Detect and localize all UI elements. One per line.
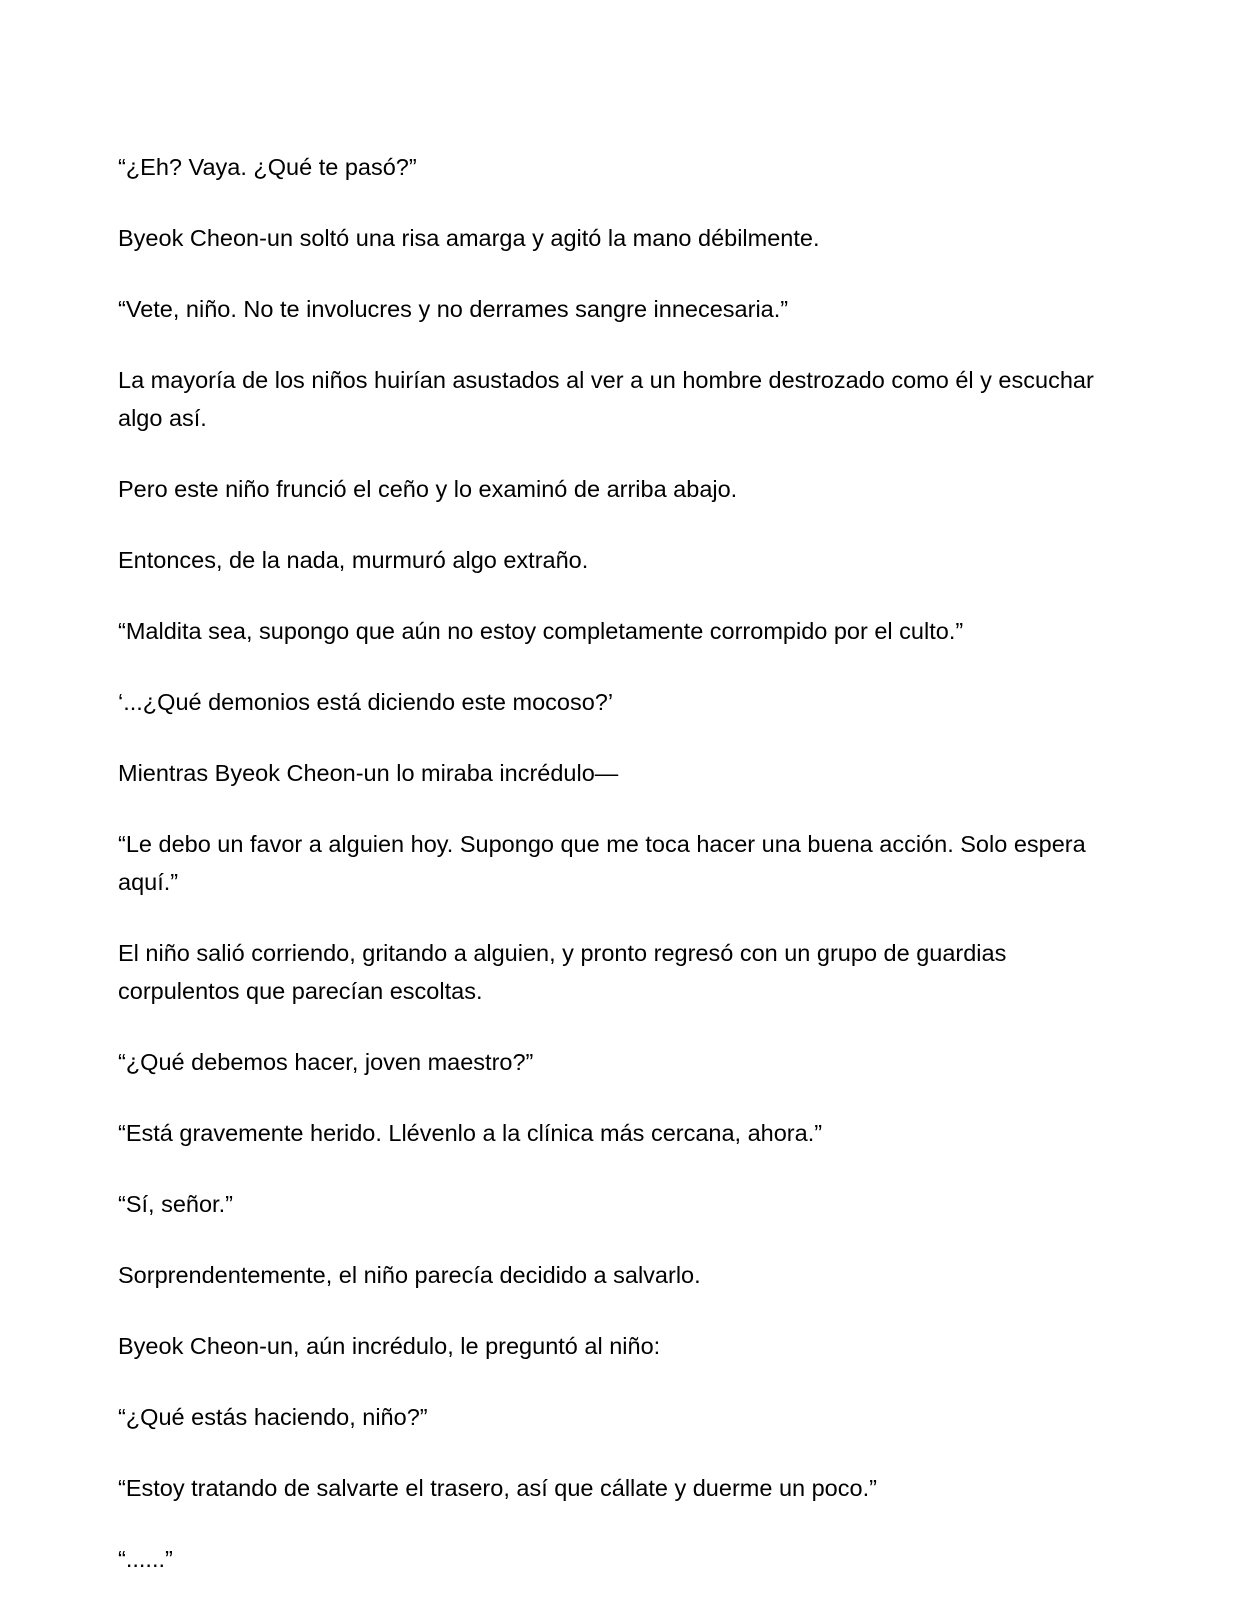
paragraph: Entonces, de la nada, murmuró algo extraño. (118, 547, 589, 573)
paragraph: El niño salió corriendo, gritando a alguien, y pronto regresó con un grupo de guardias corpulentos que parecían escoltas. (118, 940, 1013, 1004)
paragraph: “¿Qué estás haciendo, niño?” (118, 1404, 428, 1430)
paragraph: “Maldita sea, supongo que aún no estoy completamente corrompido por el culto.” (118, 618, 964, 644)
paragraph: Sorprendentemente, el niño parecía decidido a salvarlo. (118, 1262, 701, 1288)
paragraph: “Sí, señor.” (118, 1191, 233, 1217)
paragraph: Mientras Byeok Cheon-un lo miraba incrédulo— (118, 760, 619, 786)
paragraph: Byeok Cheon-un soltó una risa amarga y agitó la mano débilmente. (118, 225, 820, 251)
paragraph: “......” (118, 1546, 173, 1572)
paragraph: Byeok Cheon-un, aún incrédulo, le preguntó al niño: (118, 1333, 661, 1359)
paragraph: La mayoría de los niños huirían asustados al ver a un hombre destrozado como él y escuchar algo así. (118, 367, 1101, 431)
document-body (118, 148, 1128, 1611)
paragraph: “Estoy tratando de salvarte el trasero, así que cállate y duerme un poco.” (118, 1475, 877, 1501)
paragraph: “¿Eh? Vaya. ¿Qué te pasó?” (118, 154, 417, 180)
paragraph: “Está gravemente herido. Llévenlo a la clínica más cercana, ahora.” (118, 1120, 823, 1146)
paragraph: “Vete, niño. No te involucres y no derrames sangre innecesaria.” (118, 296, 789, 322)
paragraph: “Le debo un favor a alguien hoy. Supongo que me toca hacer una buena acción. Solo espera aquí.” (118, 831, 1093, 895)
paragraph: ‘...¿Qué demonios está diciendo este mocoso?’ (118, 689, 614, 715)
paragraph: Pero este niño frunció el ceño y lo examinó de arriba abajo. (118, 476, 738, 502)
paragraph: “¿Qué debemos hacer, joven maestro?” (118, 1049, 534, 1075)
